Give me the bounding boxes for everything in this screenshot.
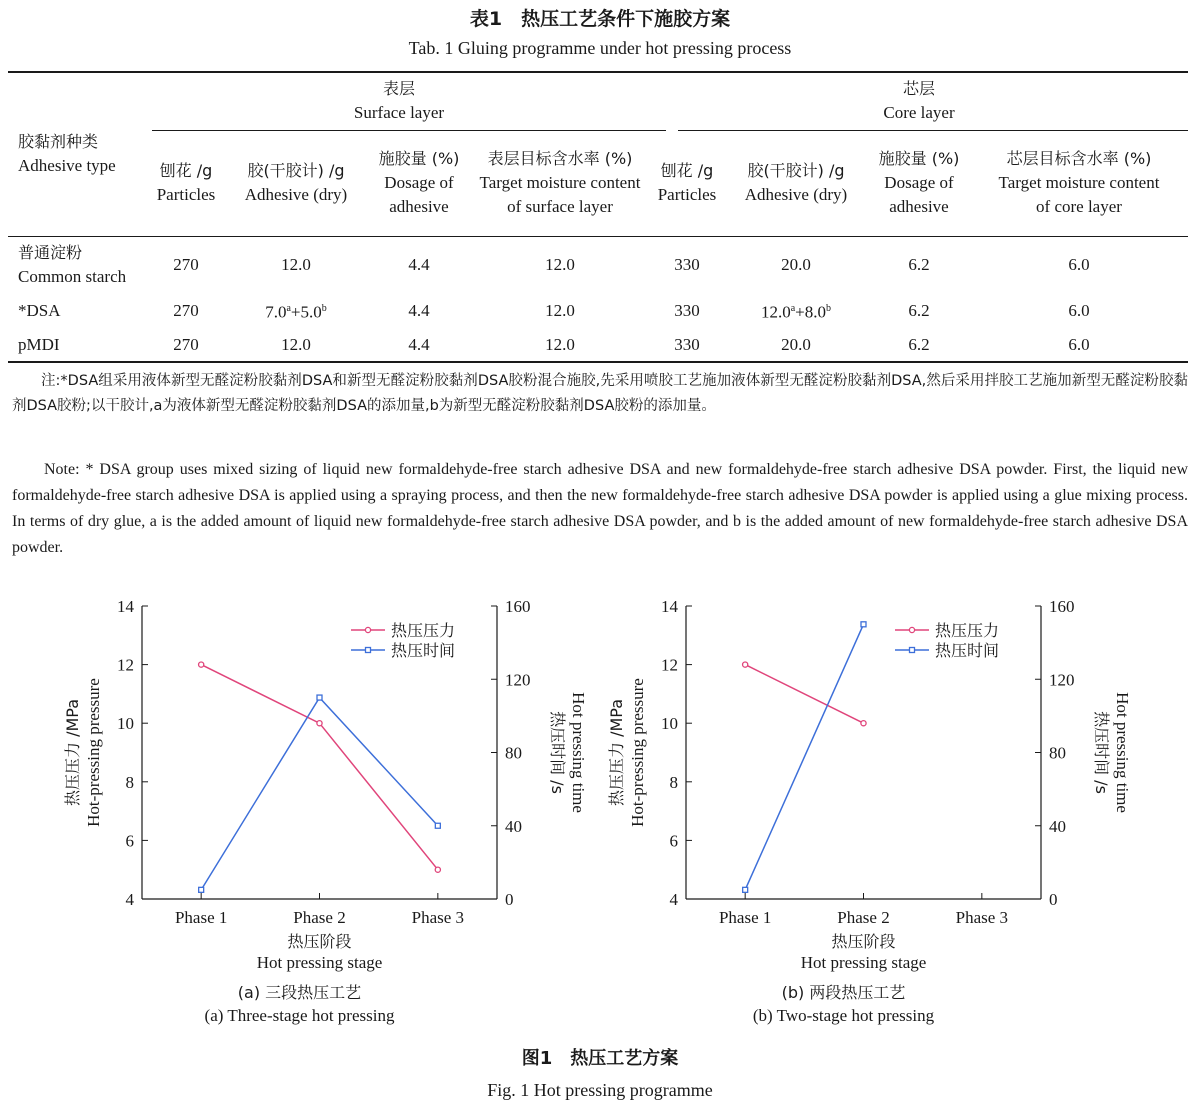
- cell: 12.0: [545, 301, 575, 320]
- y-left-tick-label: 10: [661, 714, 678, 734]
- adhesive-type-header-en: Adhesive type: [18, 156, 116, 175]
- cell: 330: [674, 255, 700, 274]
- cell: 6.2: [908, 301, 930, 320]
- pressure-point: [861, 721, 866, 726]
- panel-caption-en: (b) Two-stage hot pressing: [752, 1006, 935, 1025]
- pressure-point: [199, 662, 204, 667]
- core-layer-cn: 芯层: [902, 79, 935, 98]
- y-left-title-en: Hot-pressing pressure: [628, 678, 647, 827]
- y-left-title-cn: 热压压力 /MPa: [607, 698, 626, 807]
- surface-particles-header: 刨花 /g Particles: [156, 161, 216, 204]
- y-right-tick-label: 120: [505, 670, 531, 690]
- cell: 6.2: [908, 335, 930, 354]
- y-right-tick-label: 40: [505, 816, 522, 836]
- cell: 330: [674, 301, 700, 320]
- y-right-tick-label: 120: [1049, 670, 1075, 690]
- y-left-tick-label: 6: [669, 831, 678, 851]
- cell: 12.0$^a$+8.0$^b$: [760, 302, 832, 322]
- y-left-tick-label: 4: [669, 890, 678, 909]
- pressure-point: [435, 867, 440, 872]
- legend-marker: [910, 648, 915, 653]
- x-tick-label: Phase 1: [174, 908, 228, 927]
- cell: 20.0: [781, 255, 811, 274]
- adhesive-type-header: [8, 72, 148, 236]
- cell: 6.2: [908, 255, 930, 274]
- legend-marker: [366, 648, 371, 653]
- adhesive-type-header-cn: 胶黏剂种类: [18, 132, 99, 151]
- row-name: *DSA: [18, 301, 61, 320]
- y-right-tick-label: 80: [505, 743, 522, 763]
- table-row: [8, 294, 1188, 328]
- legend-marker: [365, 627, 370, 632]
- x-tick-label: Phase 2: [837, 908, 890, 927]
- x-axis-title-cn: 热压阶段: [831, 932, 896, 951]
- y-left-tick-label: 6: [125, 831, 134, 851]
- legend-marker: [909, 627, 914, 632]
- table-note-en: Note: * DSA group uses mixed sizing of liquid new formaldehyde-free starch adhesive DSA and new formaldehyde-free starch adhesive DSA powder. First, the liquid new formaldehyde-free starch adhesive DSA is applied using a spraying process, and then the new formaldehyde-free starch adhesive DSA powder is applied using a glue mixing process. In terms of dry glue, a is the added amount of liquid new formaldehyde-free starch adhesive DSA powder, and b is the added amount of new formaldehyde-free starch adhesive DSA powder.: [12, 461, 1188, 556]
- y-right-tick-label: 0: [1049, 890, 1058, 909]
- legend-label: 热压时间: [935, 641, 1000, 660]
- surface-layer-en: Surface layer: [353, 103, 445, 122]
- x-tick-label: Phase 2: [293, 908, 346, 927]
- core-layer-header: [650, 72, 1188, 130]
- y-right-title-en: Hot pressing time: [569, 692, 588, 813]
- cell: 12.0: [281, 255, 311, 274]
- cell: 12.0: [281, 335, 311, 354]
- x-axis-title-cn: 热压阶段: [287, 932, 352, 951]
- core-dosage-header: 施胶量 (%) Dosage of adhesive: [878, 149, 960, 216]
- cell: 6.0: [1068, 301, 1090, 320]
- time-point: [199, 887, 204, 892]
- panel-caption-en: (a) Three-stage hot pressing: [204, 1006, 395, 1025]
- gluing-table: [8, 72, 1188, 362]
- panel-caption-cn: (a) 三段热压工艺: [237, 983, 362, 1002]
- x-axis-title-en: Hot pressing stage: [800, 953, 927, 972]
- y-left-tick-label: 14: [117, 597, 134, 616]
- cell: 12.0: [545, 335, 575, 354]
- surface-layer-header: [148, 72, 650, 130]
- y-left-title-en: Hot-pressing pressure: [84, 678, 103, 827]
- cell: 4.4: [408, 335, 430, 354]
- y-left-tick-label: 14: [661, 597, 678, 616]
- figure-title-cn: 图1 热压工艺方案: [521, 1048, 679, 1069]
- core-layer-en: Core layer: [883, 103, 955, 122]
- y-left-tick-label: 4: [125, 890, 134, 909]
- time-point: [317, 695, 322, 700]
- cell: 4.4: [408, 301, 430, 320]
- y-right-title-en: Hot pressing time: [1113, 692, 1132, 813]
- surface-dosage-header: 施胶量 (%) Dosage of adhesive: [378, 149, 460, 216]
- cell: 270: [173, 335, 199, 354]
- y-left-tick-label: 8: [125, 772, 134, 792]
- chart-three-stage: [0, 580, 600, 1030]
- time-point: [861, 622, 866, 627]
- core-moisture-header: 芯层目标含水率 (%) Target moisture content of core layer: [998, 149, 1160, 216]
- cell: 6.0: [1068, 255, 1090, 274]
- figure-title-en: Fig. 1 Hot pressing programme: [487, 1080, 713, 1100]
- y-right-title-cn: 热压时间 /s: [1092, 711, 1111, 794]
- x-axis-title-en: Hot pressing stage: [256, 953, 383, 972]
- row-name: pMDI: [18, 335, 60, 354]
- surface-layer-cn: 表层: [382, 79, 415, 98]
- cell: 7.0$^a$+5.0$^b$: [265, 302, 327, 322]
- table-row: [8, 328, 1188, 362]
- surface-adhesive-header: 胶(干胶计) /g Adhesive (dry): [244, 161, 348, 204]
- cell: 20.0: [781, 335, 811, 354]
- x-tick-label: Phase 3: [955, 908, 1009, 927]
- pressure-point: [317, 721, 322, 726]
- y-right-tick-label: 40: [1049, 816, 1066, 836]
- cell: 12.0: [545, 255, 575, 274]
- y-left-tick-label: 8: [669, 772, 678, 792]
- time-point: [435, 823, 440, 828]
- table-row: [8, 236, 1188, 294]
- y-left-tick-label: 12: [117, 655, 134, 675]
- x-tick-label: Phase 3: [411, 908, 465, 927]
- series-line-time: [745, 624, 863, 890]
- cell: 270: [173, 301, 199, 320]
- y-left-title-cn: 热压压力 /MPa: [63, 698, 82, 807]
- legend-label: 热压压力: [391, 621, 456, 640]
- y-left-tick-label: 10: [117, 714, 134, 734]
- y-right-tick-label: 0: [505, 890, 514, 909]
- panel-caption-cn: (b) 两段热压工艺: [781, 983, 906, 1002]
- row-name: 普通淀粉 Common starch: [18, 243, 127, 286]
- y-left-tick-label: 12: [661, 655, 678, 675]
- surface-moisture-header: 表层目标含水率 (%) Target moisture content of surface layer: [479, 149, 641, 216]
- time-point: [743, 887, 748, 892]
- legend-label: 热压时间: [391, 641, 456, 660]
- y-right-title-cn: 热压时间 /s: [548, 711, 567, 794]
- chart-two-stage: [600, 580, 1200, 1030]
- y-right-tick-label: 160: [1049, 597, 1075, 616]
- core-adhesive-header: 胶(干胶计) /g Adhesive (dry): [744, 161, 848, 204]
- cell: 4.4: [408, 255, 430, 274]
- legend-label: 热压压力: [935, 621, 1000, 640]
- cell: 6.0: [1068, 335, 1090, 354]
- pressure-point: [743, 662, 748, 667]
- cell: 330: [674, 335, 700, 354]
- y-right-tick-label: 160: [505, 597, 531, 616]
- core-particles-header: 刨花 /g Particles: [657, 161, 717, 204]
- table-note-cn: 注:*DSA组采用液体新型无醛淀粉胶黏剂DSA和新型无醛淀粉胶黏剂DSA胶粉混合施胶,先采用喷胶工艺施加液体新型无醛淀粉胶黏剂DSA,然后采用拌胶工艺施加新型无醛淀粉胶黏剂DSA胶粉;以干胶计,a为液体新型无醛淀粉胶黏剂DSA的添加量,b为新型无醛淀粉胶黏剂DSA胶粉的添加量。: [12, 373, 1188, 414]
- y-right-tick-label: 80: [1049, 743, 1066, 763]
- x-tick-label: Phase 1: [718, 908, 772, 927]
- cell: 270: [173, 255, 199, 274]
- table-title-cn: 表1 热压工艺条件下施胶方案: [469, 8, 731, 30]
- series-line-pressure: [745, 665, 863, 724]
- table-title-en: Tab. 1 Gluing programme under hot pressing process: [408, 38, 792, 58]
